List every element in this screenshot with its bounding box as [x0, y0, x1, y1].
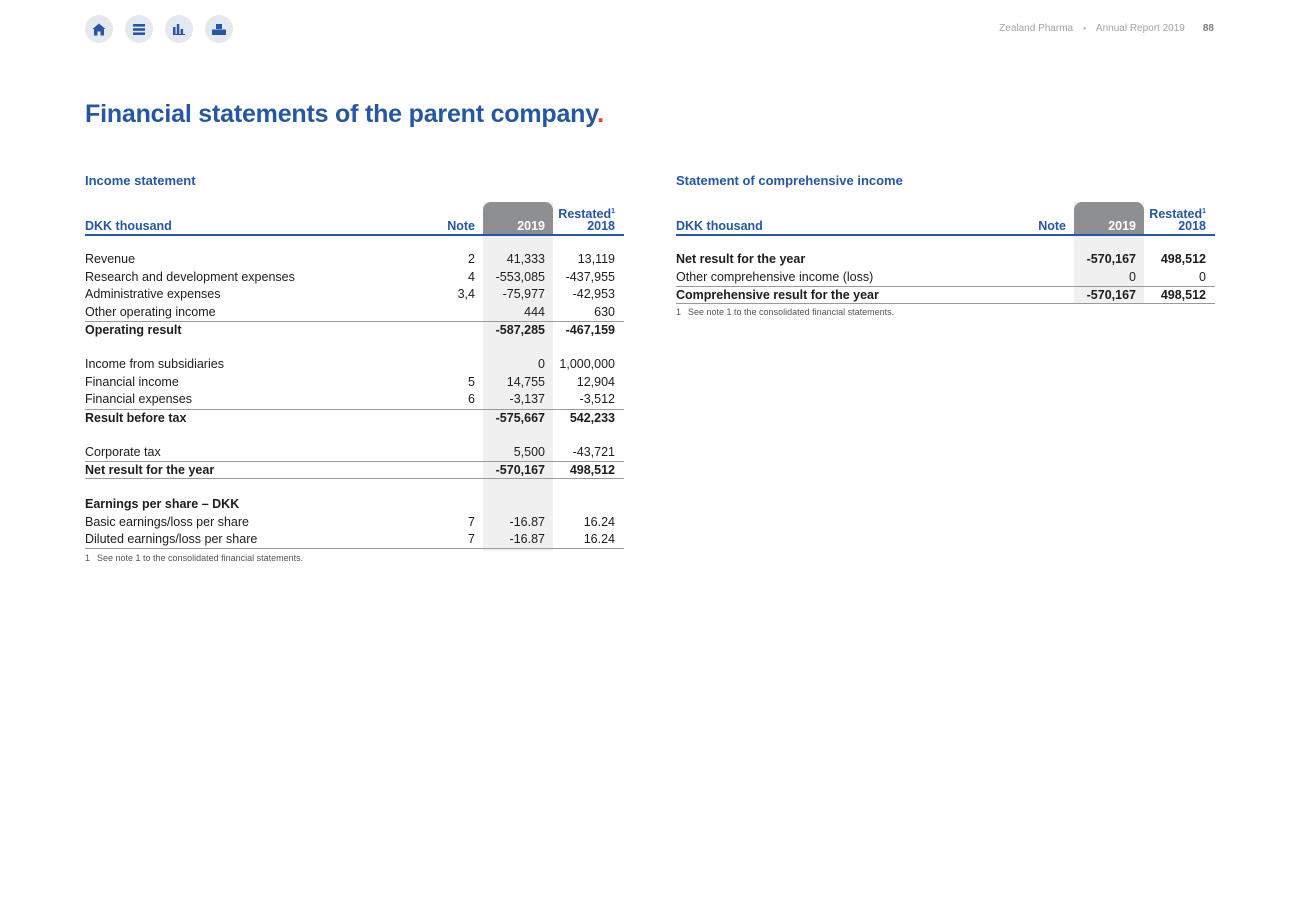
- table-row: [85, 286, 624, 304]
- header-meta: [999, 23, 1214, 34]
- col-restated-label: Restated: [1149, 207, 1203, 221]
- row-value-2018: 16.24: [583, 514, 615, 529]
- col-2019: 2019: [517, 219, 545, 233]
- row-value-2018: 12,904: [576, 374, 615, 389]
- row-value-2018: 0: [1199, 269, 1206, 284]
- row-value-2018: -467,159: [565, 323, 615, 337]
- income-statement-table: [85, 202, 624, 551]
- income-footnote-text: See note 1 to the consolidated financial statements.: [97, 553, 304, 563]
- table-row: [85, 496, 624, 514]
- comprehensive-footnote-mark: 1: [676, 307, 682, 317]
- income-statement-title: Income statement: [85, 173, 196, 188]
- table-row: [85, 304, 624, 322]
- page-title-text: Financial statements of the parent company: [85, 100, 598, 128]
- row-label: Operating result: [85, 323, 182, 337]
- row-label: Comprehensive result for the year: [676, 288, 879, 302]
- comprehensive-income-title: Statement of comprehensive income: [676, 173, 903, 188]
- row-value-2019: 14,755: [506, 374, 545, 389]
- top-nav: [85, 15, 233, 43]
- table-row: [85, 409, 624, 427]
- table-row: [85, 461, 624, 479]
- row-note: 6: [468, 392, 475, 406]
- page-title: [85, 100, 604, 129]
- header-separator: •: [1083, 24, 1086, 33]
- page-title-accent: .: [597, 100, 604, 128]
- col-2018: 2018: [1178, 219, 1206, 233]
- row-label: Financial income: [85, 374, 179, 389]
- income-footnote: [85, 553, 303, 563]
- comprehensive-income-table: [676, 202, 1215, 304]
- row-value-2019: 5,500: [513, 444, 545, 459]
- table-header: [85, 202, 624, 236]
- row-value-2019: -570,167: [495, 463, 545, 477]
- row-value-2018: -3,512: [579, 392, 615, 406]
- col-2018: 2018: [587, 219, 615, 233]
- report-name: Annual Report 2019: [1095, 23, 1185, 34]
- table-row: [85, 374, 624, 392]
- row-value-2019: 0: [538, 357, 545, 371]
- row-value-2018: 1,000,000: [559, 357, 615, 371]
- row-value-2018: 630: [594, 304, 615, 319]
- row-label: Net result for the year: [676, 252, 806, 266]
- row-value-2019: 444: [524, 304, 545, 319]
- row-label: Income from subsidiaries: [85, 357, 224, 371]
- table-row: [85, 514, 624, 532]
- table-row: [85, 444, 624, 462]
- home-icon: [92, 23, 106, 36]
- col-note: Note: [1038, 219, 1066, 233]
- row-note: 4: [468, 269, 475, 284]
- table-header: [676, 202, 1215, 236]
- row-value-2019: -570,167: [1086, 288, 1136, 302]
- income-footnote-mark: 1: [85, 553, 91, 563]
- table-row: [85, 391, 624, 409]
- table-row: [85, 269, 624, 287]
- row-note: 2: [468, 252, 475, 266]
- comprehensive-footnote: [676, 307, 894, 317]
- page-number: 88: [1202, 23, 1214, 34]
- row-note: 5: [468, 374, 475, 389]
- row-label: Corporate tax: [85, 444, 161, 459]
- podium-icon: [212, 24, 226, 35]
- row-value-2019: -575,667: [495, 410, 545, 425]
- row-label: Result before tax: [85, 410, 187, 425]
- col-restated-footnote-mark: 1: [611, 208, 615, 215]
- nav-ranking-button[interactable]: [205, 15, 233, 43]
- row-label: Basic earnings/loss per share: [85, 514, 249, 529]
- row-label: Other operating income: [85, 304, 216, 319]
- nav-home-button[interactable]: [85, 15, 113, 43]
- row-label: Earnings per share – DKK: [85, 497, 240, 511]
- table-row: [676, 286, 1215, 304]
- row-value-2019: -570,167: [1086, 252, 1136, 266]
- table-row: [676, 251, 1215, 269]
- col-note: Note: [447, 219, 475, 233]
- col-dkk-thousand: DKK thousand: [85, 219, 172, 233]
- row-label: Research and development expenses: [85, 269, 295, 284]
- row-label: Revenue: [85, 252, 136, 266]
- row-value-2018: 13,119: [577, 252, 615, 266]
- row-value-2019: -587,285: [495, 323, 545, 337]
- nav-charts-button[interactable]: [165, 15, 193, 43]
- col-restated-label: Restated: [558, 207, 612, 221]
- comprehensive-footnote-text: See note 1 to the consolidated financial statements.: [688, 307, 895, 317]
- table-row: [85, 251, 624, 269]
- row-value-2019: -75,977: [502, 287, 545, 301]
- bar-chart-icon: [173, 24, 185, 35]
- row-value-2019: -3,137: [509, 392, 545, 406]
- col-restated-footnote-mark: 1: [1202, 208, 1206, 215]
- row-value-2018: -43,721: [572, 444, 615, 459]
- table-row: [85, 356, 624, 374]
- row-value-2019: -553,085: [495, 269, 545, 284]
- row-value-2018: -437,955: [565, 269, 615, 284]
- row-value-2019: 41,333: [506, 252, 545, 266]
- row-value-2018: 498,512: [569, 463, 615, 477]
- row-label: Diluted earnings/loss per share: [85, 532, 258, 546]
- list-icon: [133, 24, 145, 35]
- table-row: [85, 321, 624, 339]
- col-2019: 2019: [1108, 219, 1136, 233]
- row-label: Administrative expenses: [85, 287, 221, 301]
- table-row: [85, 531, 624, 549]
- row-note: 3,4: [457, 287, 475, 301]
- row-label: Other comprehensive income (loss): [676, 269, 874, 284]
- row-note: 7: [468, 532, 475, 546]
- row-value-2018: 542,233: [569, 410, 615, 425]
- company-name: Zealand Pharma: [999, 23, 1074, 34]
- row-note: 7: [468, 514, 475, 529]
- row-label: Financial expenses: [85, 392, 193, 406]
- col-dkk-thousand: DKK thousand: [676, 219, 763, 233]
- row-value-2019: -16.87: [509, 514, 545, 529]
- row-value-2019: 0: [1129, 269, 1136, 284]
- row-value-2018: 498,512: [1160, 252, 1206, 266]
- row-value-2018: 16.24: [583, 532, 615, 546]
- row-value-2018: 498,512: [1160, 288, 1206, 302]
- row-value-2018: -42,953: [572, 287, 615, 301]
- table-row: [676, 269, 1215, 287]
- nav-contents-button[interactable]: [125, 15, 153, 43]
- row-label: Net result for the year: [85, 463, 215, 477]
- row-value-2019: -16.87: [509, 532, 545, 546]
